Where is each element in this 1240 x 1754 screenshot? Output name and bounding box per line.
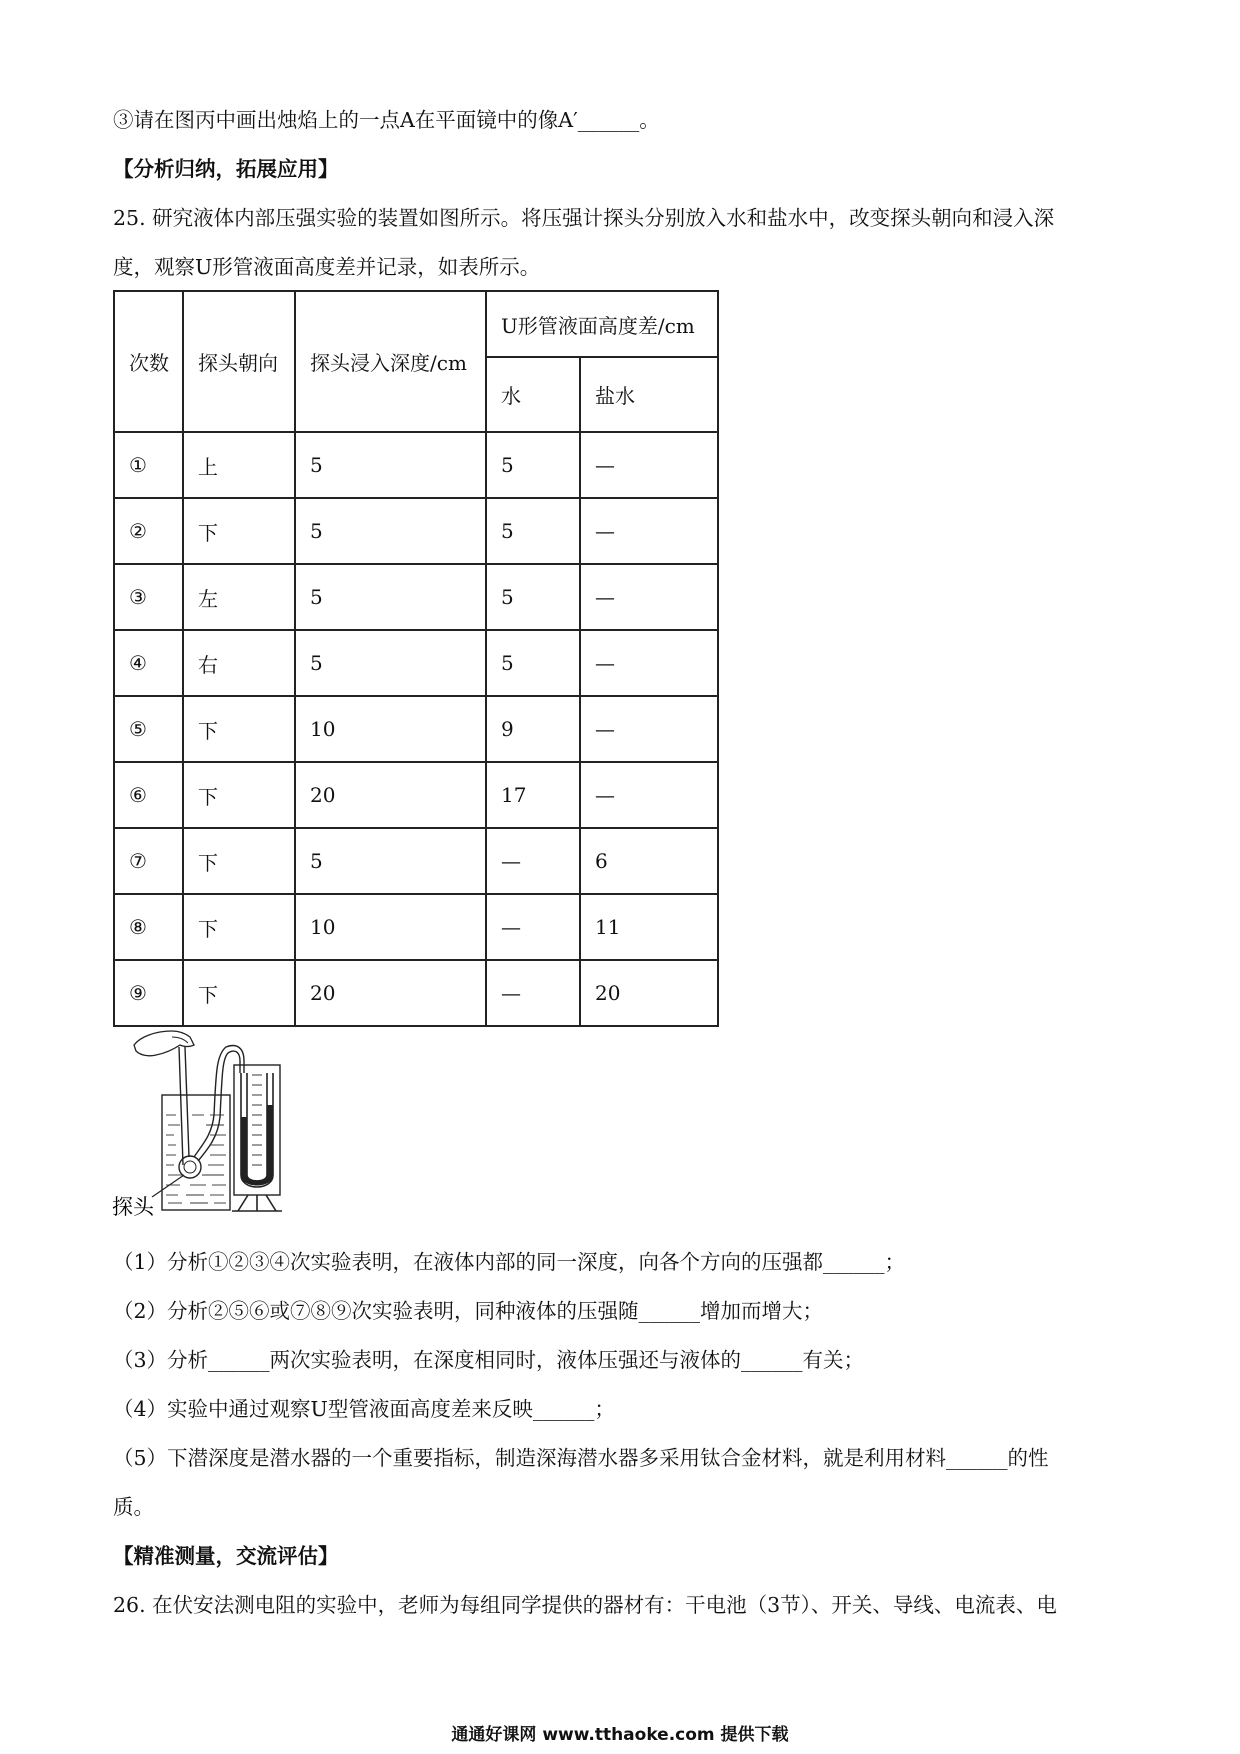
cell-saltwater: — xyxy=(580,630,718,696)
header-height-diff: U形管液面高度差/cm xyxy=(486,291,718,357)
cell-water: 9 xyxy=(486,696,580,762)
rubber-tube xyxy=(194,1046,244,1157)
q25-subquestion-5-cont: 质。 xyxy=(113,1495,154,1519)
cell-direction: 下 xyxy=(183,696,295,762)
cell-direction: 下 xyxy=(183,762,295,828)
cell-water: 17 xyxy=(486,762,580,828)
cell-direction: 上 xyxy=(183,432,295,498)
cell-direction: 下 xyxy=(183,498,295,564)
table-row xyxy=(114,564,718,630)
probe-rod xyxy=(179,1047,183,1165)
cell-water: 5 xyxy=(486,564,580,630)
liquid-hatching xyxy=(166,1115,226,1203)
cell-saltwater: 11 xyxy=(580,894,718,960)
probe-head xyxy=(179,1156,201,1178)
manometer-stand xyxy=(238,1195,276,1211)
table-row xyxy=(114,894,718,960)
header-depth: 探头浸入深度/cm xyxy=(295,291,486,432)
cell-times: ⑧ xyxy=(114,894,183,960)
cell-depth: 10 xyxy=(295,696,486,762)
cell-water: 5 xyxy=(486,432,580,498)
cell-saltwater: — xyxy=(580,696,718,762)
cell-times: ② xyxy=(114,498,183,564)
header-water: 水 xyxy=(486,357,580,432)
manometer-liquid-left xyxy=(241,1117,247,1177)
header-direction: 探头朝向 xyxy=(183,291,295,432)
cell-times: ⑦ xyxy=(114,828,183,894)
cell-depth: 10 xyxy=(295,894,486,960)
cell-direction: 右 xyxy=(183,630,295,696)
cell-water: — xyxy=(486,960,580,1026)
table-row xyxy=(114,696,718,762)
cell-water: — xyxy=(486,828,580,894)
cell-times: ③ xyxy=(114,564,183,630)
probe-label: 探头 xyxy=(112,1195,154,1219)
cell-saltwater: — xyxy=(580,498,718,564)
cell-times: ① xyxy=(114,432,183,498)
cell-direction: 下 xyxy=(183,894,295,960)
cell-direction: 下 xyxy=(183,828,295,894)
cell-times: ⑨ xyxy=(114,960,183,1026)
q25-subquestion-4: （4）实验中通过观察U型管液面高度差来反映______； xyxy=(113,1397,615,1421)
cell-times: ⑥ xyxy=(114,762,183,828)
section-heading-measurement: 【精准测量，交流评估】 xyxy=(113,1544,339,1568)
pressure-data-table xyxy=(113,290,719,1027)
table-row xyxy=(114,762,718,828)
header-saltwater: 盐水 xyxy=(580,357,718,432)
cell-saltwater: 20 xyxy=(580,960,718,1026)
q25-subquestion-3: （3）分析______两次实验表明，在深度相同时，液体压强还与液体的______有关； xyxy=(113,1348,865,1372)
cell-direction: 左 xyxy=(183,564,295,630)
q25-subquestion-2: （2）分析②⑤⑥或⑦⑧⑨次实验表明，同种液体的压强随______增加而增大； xyxy=(113,1299,824,1323)
cell-direction: 下 xyxy=(183,960,295,1026)
cell-water: — xyxy=(486,894,580,960)
table-row xyxy=(114,498,718,564)
cell-saltwater: 6 xyxy=(580,828,718,894)
q25-subquestion-5: （5）下潜深度是潜水器的一个重要指标，制造深海潜水器多采用钛合金材料，就是利用材料______的性 xyxy=(113,1446,1049,1470)
probe-label-pointer xyxy=(152,1175,184,1197)
cell-depth: 5 xyxy=(295,498,486,564)
table-row xyxy=(114,432,718,498)
cell-depth: 5 xyxy=(295,432,486,498)
cell-water: 5 xyxy=(486,630,580,696)
q26-stem-line1: 26. 在伏安法测电阻的实验中，老师为每组同学提供的器材有：干电池（3节）、开关、导线、电流表、电 xyxy=(113,1593,1057,1617)
table-row xyxy=(114,630,718,696)
q25-stem-line1: 25. 研究液体内部压强实验的装置如图所示。将压强计探头分别放入水和盐水中，改变探头朝向和浸入深 xyxy=(113,206,1055,230)
cell-saltwater: — xyxy=(580,564,718,630)
pressure-gauge-apparatus-figure xyxy=(110,1025,320,1225)
cell-times: ④ xyxy=(114,630,183,696)
cell-depth: 5 xyxy=(295,630,486,696)
manometer-liquid-right xyxy=(267,1105,273,1177)
cell-depth: 5 xyxy=(295,564,486,630)
cell-depth: 5 xyxy=(295,828,486,894)
cell-times: ⑤ xyxy=(114,696,183,762)
cell-depth: 20 xyxy=(295,762,486,828)
q24-part3: ③请在图丙中画出烛焰上的一点A在平面镜中的像A′______。 xyxy=(113,108,660,132)
table-row xyxy=(114,960,718,1026)
cell-saltwater: — xyxy=(580,762,718,828)
cell-water: 5 xyxy=(486,498,580,564)
cell-depth: 20 xyxy=(295,960,486,1026)
footer-source: 通通好课网 www.tthaoke.com 提供下载 xyxy=(451,1725,789,1745)
cell-saltwater: — xyxy=(580,432,718,498)
q25-subquestion-1: （1）分析①②③④次实验表明，在液体内部的同一深度，向各个方向的压强都______； xyxy=(113,1250,906,1274)
section-heading-analysis: 【分析归纳，拓展应用】 xyxy=(113,157,339,181)
header-times: 次数 xyxy=(114,291,183,432)
table-row xyxy=(114,828,718,894)
q25-stem-line2: 度，观察U形管液面高度差并记录，如表所示。 xyxy=(113,255,541,279)
